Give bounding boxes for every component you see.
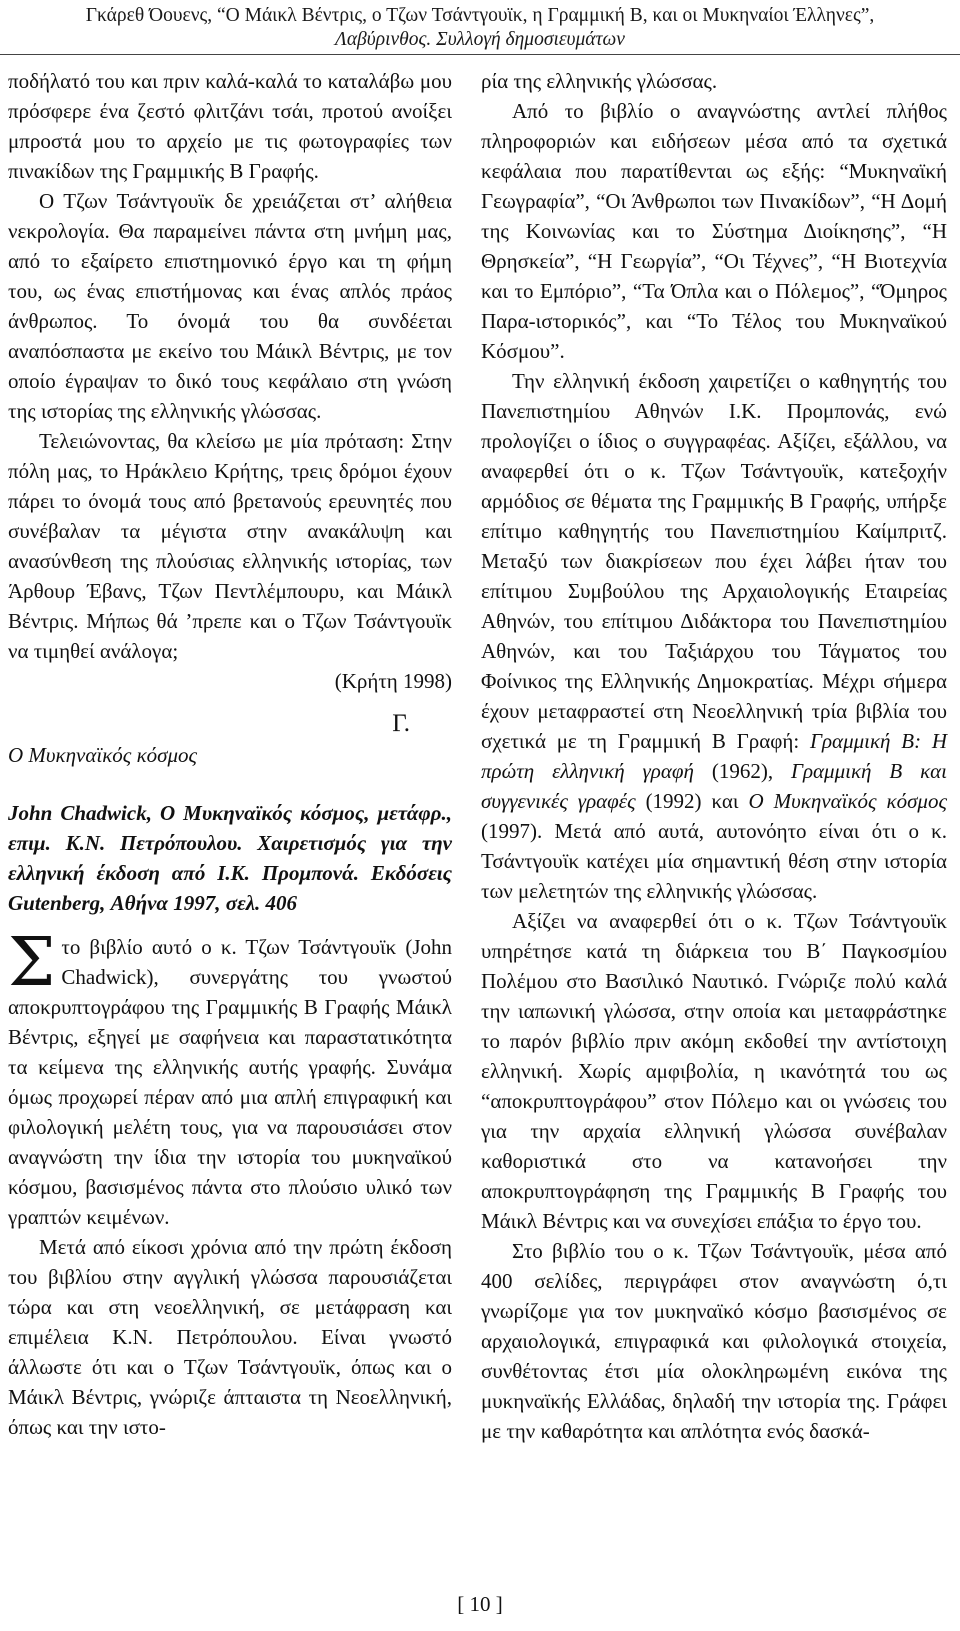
paragraph-text: Την ελληνική έκδοση χαιρετίζει ο καθηγητής του Πανεπιστημίου Αθηνών Ι.Κ. Προμπονάς, ενώ προλογίζει ο ίδιος ο συγγραφέας. Αξίζει, εξάλλου, να αναφερθεί ότι ο κ. Τζων Τσάντγουϊκ, κατεξοχήν αρμόδιος σε θέματα της Γραμμικής Β Γραφής, υπήρξε επίτιμο καθηγητής του Πανεπιστημίου Καίμπριτζ. Μεταξύ των διακρίσεων που έχει λάβει ήταν του επίτιμου Συμβούλου της Αρχαιολογικής Εταιρείας Αθηνών, του επίτιμου Διδάκτορα του Πανεπιστημίου Αθηνών, και του Ταξιάρχου του Τάγματος του Φοίνικος της Ελληνικής Δημοκρατίας. Μέχρι σήμερα έχουν μεταφραστεί στη Νεοελληνική τρία βιβλία του σχετικά με τη Γραμμική Β Γραφή:: [481, 369, 947, 753]
header-rule: [0, 54, 960, 55]
paragraph: ρία της ελληνικής γλώσσας.: [481, 69, 718, 93]
book-reference: John Chadwick, Ο Μυκηναϊκός κόσμος, μετάφρ., επιμ. Κ.Ν. Πετρόπουλου. Χαιρετισμός για την ελληνική έκδοση από Ι.Κ. Προμπονά. Εκδόσεις Gutenberg, Αθήνα 1997, σελ. 406: [8, 801, 452, 915]
section-title: Ο Μυκηναϊκός κόσμος: [8, 743, 198, 767]
running-header: [0, 4, 960, 52]
drop-cap: Σ: [8, 923, 56, 1001]
paragraph: Τελειώνοντας, θα κλείσω με μία πρόταση: Στην πόλη μας, το Ηράκλειο Κρήτης, τρεις δρόμοι έχουν πάρει το όνομά τους από βρετανούς ερευνητές που συνέβαλαν τα μέγιστα στην ανακάλυψη και ανασύνθεση της πλούσιας ελληνικής ιστορίας, των Άρθουρ Έβανς, Τζων Πεντλέμπουρυ, και Μάικλ Βέντρις. Μήπως θά ’πρεπε και ο Τζων Τσάντγουϊκ να τιμηθεί ανάλογα;: [8, 429, 452, 663]
book-year: (1992) και: [645, 789, 739, 813]
author-signature: Γ.: [392, 710, 410, 737]
book-title: Γραμμική Β και συγγενικές γραφές: [481, 759, 948, 813]
header-line-publication: Λαβύρινθος. Συλλογή δημοσιευμάτων: [335, 29, 625, 50]
paragraph: Μετά από είκοσι χρόνια από την πρώτη έκδοση του βιβλίου στην αγγλική γλώσσα παρουσιάζεται τώρα και στη νεοελληνική, σε μετάφραση και επιμέλεια Κ.Ν. Πετρόπουλου. Είναι γνωστό άλλωστε ότι και ο Τζων Τσάντγουϊκ, όπως και ο Μάικλ Βέντρις, γνώριζε άπταιστα τη Νεοελληνική, όπως και την ιστο-: [8, 1235, 452, 1439]
header-line-authors: Γκάρεθ Όουενς, “Ο Μάικλ Βέντρις, ο Τζων Τσάντγουϊκ, η Γραμμική Β, και οι Μυκηναίοι Έλληνες”,: [85, 5, 875, 26]
paragraph: ποδήλατό του και πριν καλά-καλά το καταλάβω μου πρόσφερε ένα ζεστό φλιτζάνι τσάι, προτού ανοίξει μπροστά μου το αρχείο με τις φωτογραφίες των πινακίδων της Γραμμικής Β Γραφής.: [8, 69, 452, 183]
place-date: (Κρήτη 1998): [334, 669, 452, 693]
page-number: [ 10 ]: [457, 1592, 503, 1616]
paragraph: Αξίζει να αναφερθεί ότι ο κ. Τζων Τσάντγουϊκ υπηρέτησε κατά τη διάρκεια του Β΄ Παγκοσμίου Πολέμου στο Βασιλικό Ναυτικό. Γνώριζε πολύ καλά την ιαπωνική γλώσσα, στην οποία και μεταφράστηκε το παρόν βιβλίο πριν ακόμη εκδοθεί την αντίστοιχη ελληνική. Χωρίς αμφιβολία, η ικανότητά του ως “αποκρυπτογράφου” στον Πόλεμο και οι γνώσεις του για την αρχαία ελληνική γλώσσα συνέβαλαν καθοριστικά στο να κατανοήσει την αποκρυπτογράφηση της Γραμμικής Β Γραφής του Μάικλ Βέντρις και να συνεχίσει επάξια το έργο του.: [481, 909, 947, 1233]
right-column: [481, 66, 947, 1446]
book-year: (1962),: [711, 759, 774, 783]
left-column: [8, 66, 452, 1442]
paragraph-text: (1997). Μετά από αυτά, αυτονόητο είναι ότι ο κ. Τσάντγουϊκ κατέχει μία σημαντική θέση στην ιστορία των μελετητών της ελληνικής γλώσσας.: [481, 819, 947, 903]
paragraph: Από το βιβλίο ο αναγνώστης αντλεί πλήθος πληροφοριών και ειδήσεων μέσα από τα σχετικά κεφάλαια που παρατίθενται ως εξής: “Μυκηναϊκή Γεωγραφία”, “Οι Άνθρωποι των Πινακίδων”, “Η Δομή της Κοινωνίας και το Σύστημα Διοίκησης”, “Η Θρησκεία”, “Η Γεωργία”, “Οι Τέχνες”, “Η Βιοτεχνία και το Εμπόριο”, “Τα Όπλα και ο Πόλεμος”, “Όμηρος Παρα-ιστορικός”, και “Το Τέλος του Μυκηναϊκού Κόσμου”.: [481, 99, 947, 363]
paragraph-dropcap: [8, 923, 452, 1232]
paragraph-books: [481, 366, 947, 906]
paragraph: Ο Τζων Τσάντγουϊκ δε χρειάζεται στ’ αλήθεια νεκρολογία. Θα παραμείνει πάντα στη μνήμη μας, από το εξαίρετο επιστημονικό έργο και τη φήμη του, ως ένας επιστήμονας και ένας απλός πράος άνθρωπος. Το όνομά του θα συνδέεται αναπόσπαστα με εκείνο του Μάικλ Βέντρις, με τον οποίο έγραψαν το δικό τους κεφάλαιο στη γνώση της ιστορίας της ελληνικής γλώσσας.: [8, 189, 452, 423]
book-title: Ο Μυκηναϊκός κόσμος: [748, 789, 947, 813]
book-title: Γραμμική Β: Η πρώτη ελληνική γραφή: [481, 729, 948, 783]
paragraph-text: το βιβλίο αυτό ο κ. Τζων Τσάντγουϊκ (John Chadwick), συνεργάτης του γνωστού αποκρυπτογράφου της Γραμμικής Β Γραφής Μάικλ Βέντρις, εξηγεί με σαφήνεια και παραστατικότητα τα κείμενα της ελληνικής αυτής γραφής. Συνάμα όμως προχωρεί πέραν από μια απλή επιγραφική και φιλολογική μελέτη τους, για να παρουσιάσει στον αναγνώστη την ίδια την ιστορία του μυκηναϊκού κόσμου, βασισμένος πάντα στο πλούσιο υλικό των γραπτών κειμένων.: [8, 935, 452, 1229]
paragraph: Στο βιβλίο του ο κ. Τζων Τσάντγουϊκ, μέσα από 400 σελίδες, περιγράφει στον αναγνώστη ό,τι γνωρίζομε για τον μυκηναϊκό κόσμο βασισμένος σε αρχαιολογικά, επιγραφικά και φιλολογικά στοιχεία, συνθέτοντας έτσι μία ολοκληρωμένη εικόνα της μυκηναϊκής Ελλάδας, δηλαδή την ιστορία της. Γράφει με την καθαρότητα και απλότητα ενός δασκά-: [481, 1239, 947, 1443]
